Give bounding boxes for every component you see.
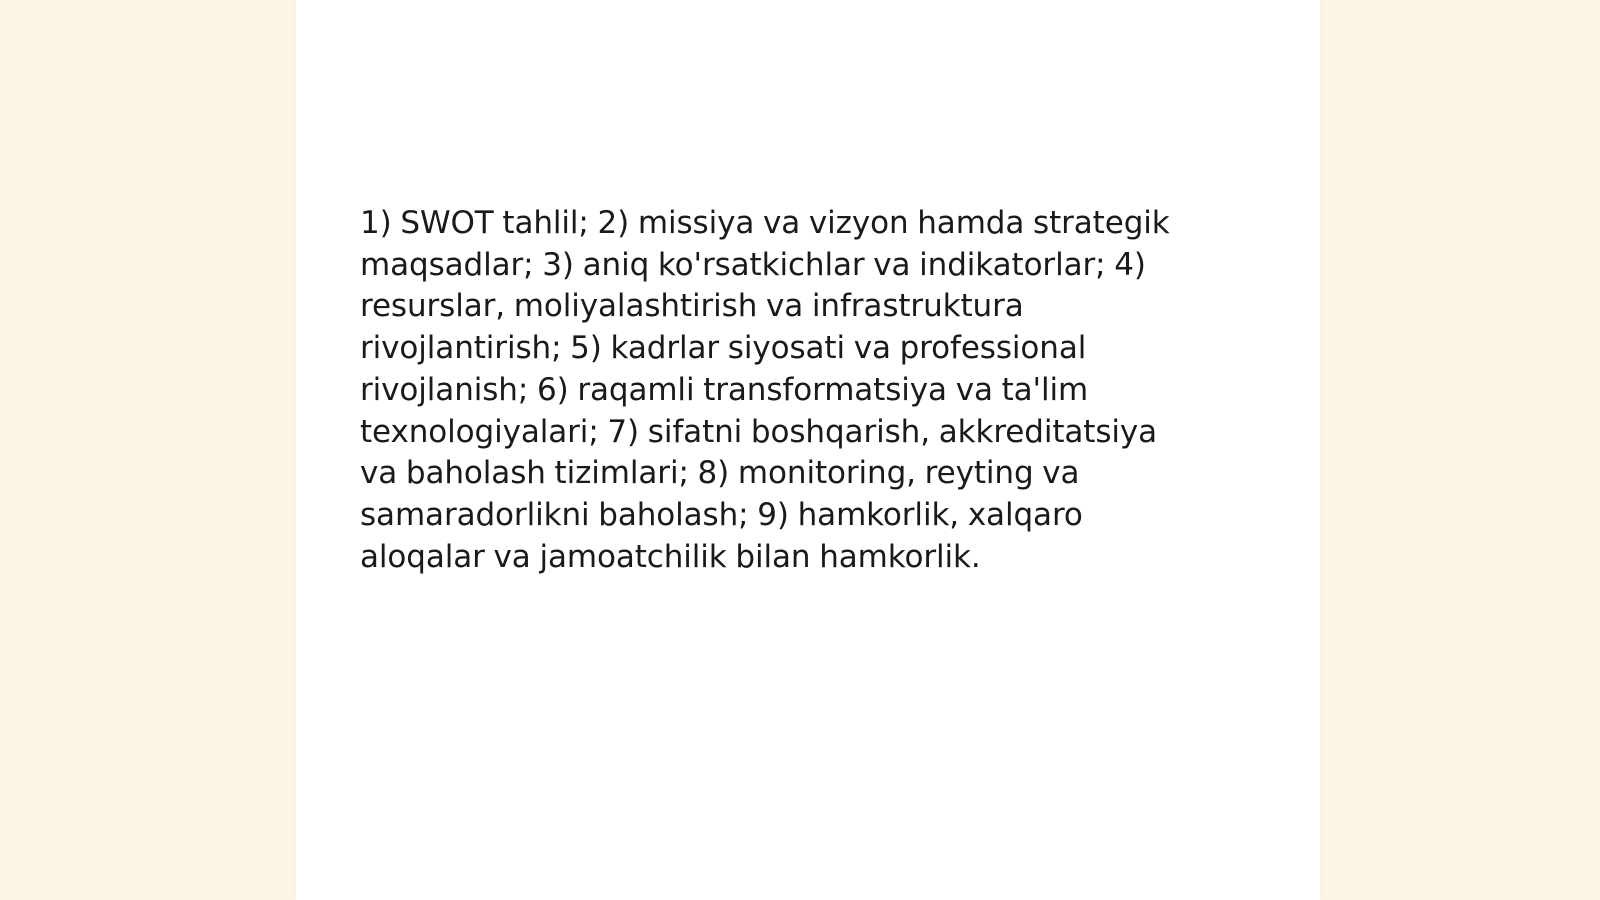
document-page: [296, 0, 1320, 900]
paragraph-line-7: va baholash tizimlari; 8) monitoring, reyting va: [360, 455, 1080, 492]
body-paragraph: [360, 203, 1220, 578]
paragraph-line-4: rivojlantirish; 5) kadrlar siyosati va professional: [360, 330, 1087, 367]
paragraph-line-6: texnologiyalari; 7) sifatni boshqarish, akkreditatsiya: [360, 413, 1158, 450]
paragraph-line-9: aloqalar va jamoatchilik bilan hamkorlik.: [360, 538, 981, 575]
paragraph-line-1: 1) SWOT tahlil; 2) missiya va vizyon hamda strategik: [360, 205, 1170, 241]
paragraph-line-3: resurslar, moliyalashtirish va infrastruktura: [360, 288, 1024, 325]
paragraph-line-5: rivojlanish; 6) raqamli transformatsiya va ta'lim: [360, 371, 1089, 408]
paragraph-line-2: maqsadlar; 3) aniq ko'rsatkichlar va indikatorlar; 4): [360, 246, 1146, 283]
paragraph-line-8: samaradorlikni baholash; 9) hamkorlik, xalqaro: [360, 496, 1083, 533]
